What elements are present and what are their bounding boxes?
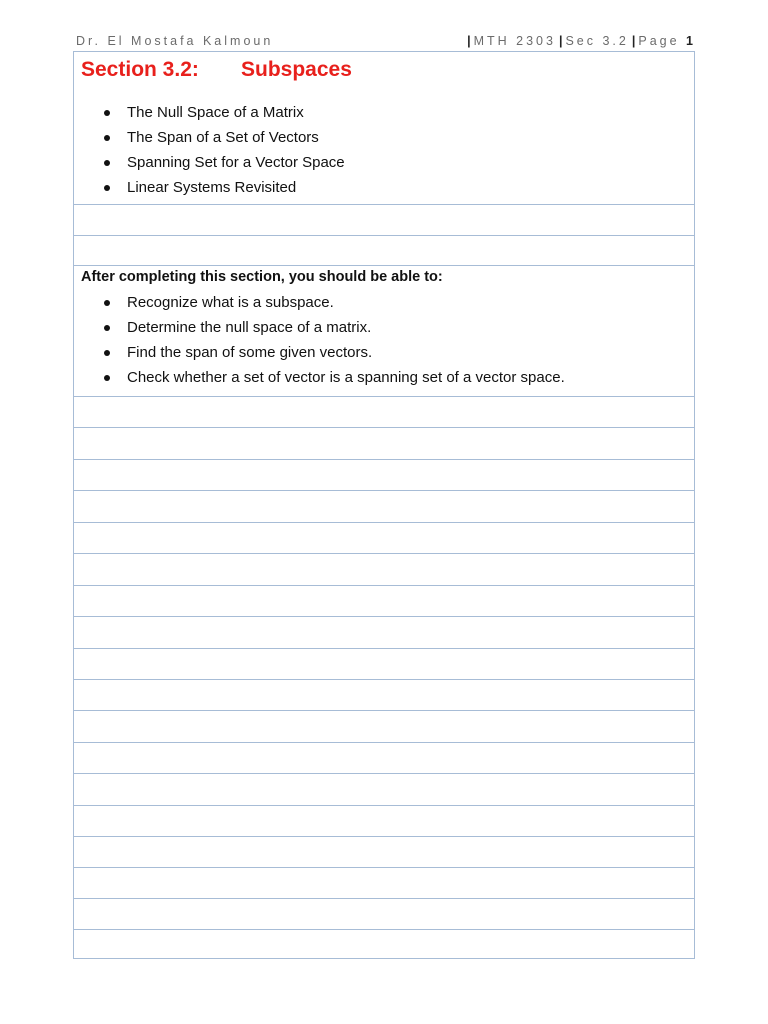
ruled-line bbox=[74, 648, 694, 649]
ruled-line bbox=[74, 836, 694, 837]
list-item: Determine the null space of a matrix. bbox=[74, 315, 565, 340]
page-number: 1 bbox=[686, 34, 696, 48]
ruled-line bbox=[74, 710, 694, 711]
ruled-line bbox=[74, 805, 694, 806]
bullet-icon bbox=[104, 135, 110, 141]
course-code: MTH 2303 bbox=[473, 34, 556, 48]
list-item: Check whether a set of vector is a spanning set of a vector space. bbox=[74, 365, 565, 390]
header-meta bbox=[464, 34, 696, 48]
separator: | bbox=[558, 34, 563, 48]
notes-frame bbox=[73, 51, 695, 959]
ruled-line bbox=[74, 396, 694, 397]
ruled-line bbox=[74, 265, 694, 266]
ruled-line bbox=[74, 235, 694, 236]
bullet-icon bbox=[104, 110, 110, 116]
ruled-line bbox=[74, 742, 694, 743]
ruled-line bbox=[74, 490, 694, 491]
ruled-line bbox=[74, 898, 694, 899]
ruled-line bbox=[74, 459, 694, 460]
ruled-line bbox=[74, 585, 694, 586]
separator: | bbox=[467, 34, 471, 48]
author-name: Dr. El Mostafa Kalmoun bbox=[76, 34, 274, 48]
separator: | bbox=[631, 34, 636, 48]
topics-list bbox=[74, 100, 345, 200]
topics-box bbox=[74, 52, 694, 205]
list-item: Find the span of some given vectors. bbox=[74, 340, 565, 365]
section-title: Subspaces bbox=[241, 58, 352, 81]
ruled-line bbox=[74, 427, 694, 428]
section-code: Sec 3.2 bbox=[565, 34, 629, 48]
section-heading bbox=[81, 58, 352, 82]
ruled-line bbox=[74, 553, 694, 554]
bullet-icon bbox=[104, 185, 110, 191]
bullet-icon bbox=[104, 350, 110, 356]
bullet-icon bbox=[104, 325, 110, 331]
ruled-line bbox=[74, 616, 694, 617]
objectives-intro: After completing this section, you should be able to: bbox=[81, 269, 443, 285]
ruled-line bbox=[74, 867, 694, 868]
page-label: Page bbox=[638, 34, 680, 48]
list-item: Spanning Set for a Vector Space bbox=[74, 150, 345, 175]
list-item: The Span of a Set of Vectors bbox=[74, 125, 345, 150]
ruled-line bbox=[74, 773, 694, 774]
ruled-line bbox=[74, 929, 694, 930]
objectives-list bbox=[74, 290, 565, 390]
bullet-icon bbox=[104, 160, 110, 166]
bullet-icon bbox=[104, 300, 110, 306]
list-item: The Null Space of a Matrix bbox=[74, 100, 345, 125]
list-item: Recognize what is a subspace. bbox=[74, 290, 565, 315]
section-label: Section 3.2: bbox=[81, 58, 199, 81]
page-header bbox=[76, 34, 696, 50]
bullet-icon bbox=[104, 375, 110, 381]
list-item: Linear Systems Revisited bbox=[74, 175, 345, 200]
ruled-line bbox=[74, 522, 694, 523]
ruled-line bbox=[74, 679, 694, 680]
